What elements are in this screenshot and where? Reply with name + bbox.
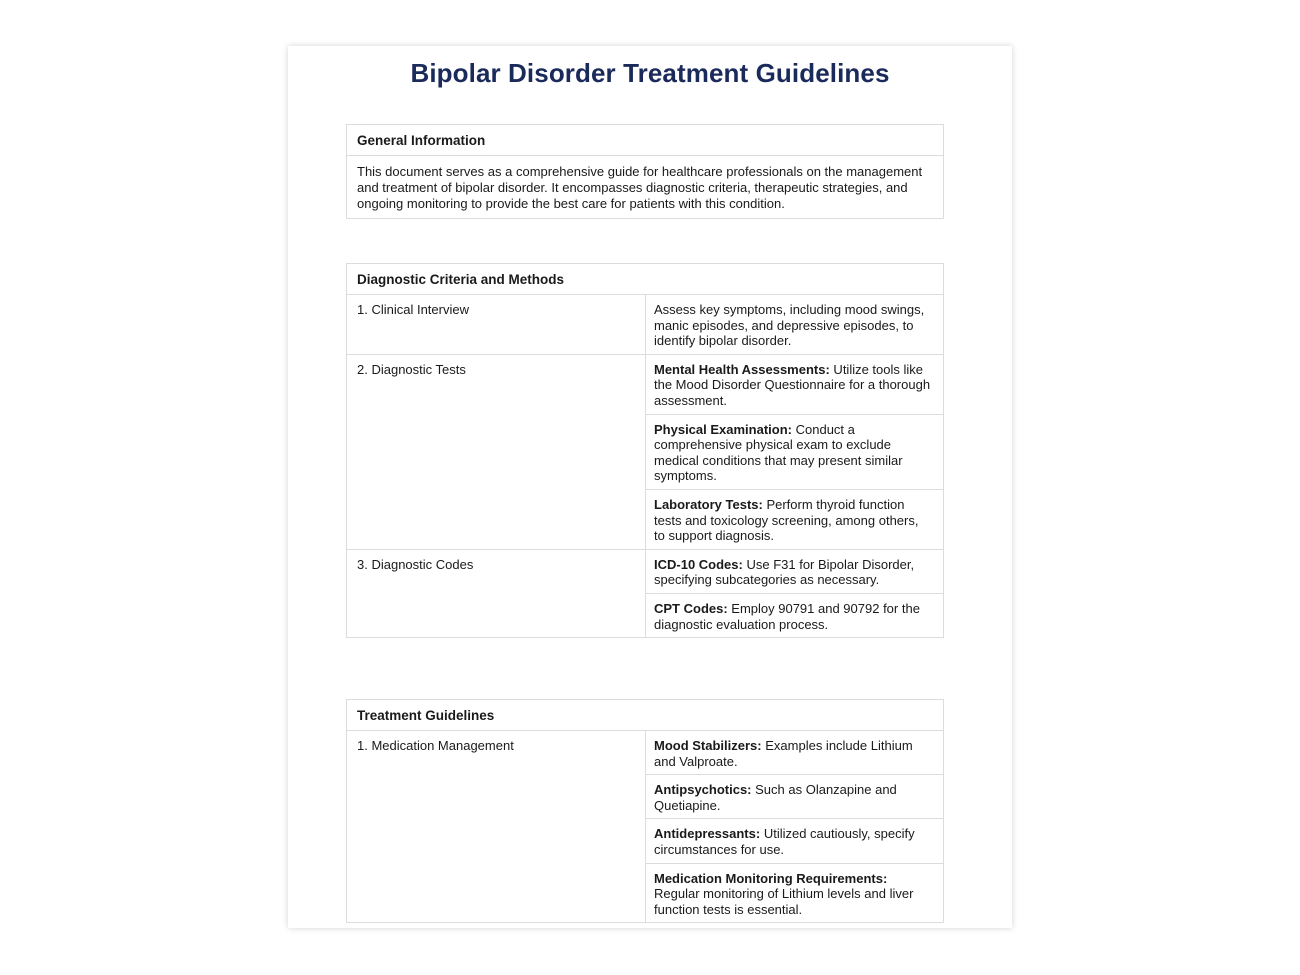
section-header: General Information (347, 125, 943, 156)
table-cell (646, 819, 943, 863)
cell-text: Assess key symptoms, including mood swings, manic episodes, and depressive episodes, to identify bipolar disorder. (654, 302, 925, 349)
cell-text: Examples include Lithium and Valproate. (654, 738, 913, 769)
cell-text: Such as Olanzapine and Quetiapine. (654, 782, 897, 813)
row-label: 1. Medication Management (347, 731, 646, 922)
cell-term: Mood Stabilizers: (654, 738, 762, 753)
cell-text: Utilize tools like the Mood Disorder Questionnaire for a thorough assessment. (654, 361, 931, 408)
cell-text: Regular monitoring of Lithium levels and liver function tests is essential. (654, 886, 914, 917)
table-row (347, 550, 943, 637)
cell-text: Perform thyroid function tests and toxicology screening, among others, to support diagnosis. (654, 496, 919, 544)
cell-term: Medication Monitoring Requirements: (654, 870, 888, 886)
table-cell (646, 550, 943, 594)
diagnostic-section (346, 263, 944, 638)
cell-term: Antipsychotics: (654, 782, 752, 798)
table-cell (646, 864, 943, 923)
document-page (288, 46, 1012, 928)
cell-text: Employ 90791 and 90792 for the diagnostic evaluation process. (654, 600, 920, 632)
table-cell (646, 731, 943, 775)
cell-text: Use F31 for Bipolar Disorder, specifying subcategories as necessary. (654, 556, 915, 588)
table-cell (646, 490, 943, 549)
cell-term: Mental Health Assessments: (654, 361, 830, 377)
row-label: 1. Clinical Interview (347, 295, 646, 354)
cell-term: Antidepressants: (654, 826, 761, 842)
table-cell (646, 594, 943, 637)
document-title: Bipolar Disorder Treatment Guidelines (410, 58, 890, 88)
treatment-section (346, 699, 944, 923)
section-header: Treatment Guidelines (347, 700, 943, 731)
row-label: 3. Diagnostic Codes (347, 550, 646, 637)
row-label: 2. Diagnostic Tests (347, 355, 646, 549)
cell-term: CPT Codes: (654, 600, 728, 616)
table-row (347, 731, 943, 922)
table-cell (646, 295, 943, 354)
cell-term: ICD-10 Codes: (654, 556, 743, 572)
cell-text: Conduct a comprehensive physical exam to exclude medical conditions that may present similar symptoms. (654, 421, 903, 484)
general-information-section (346, 124, 944, 219)
table-cell (646, 775, 943, 819)
table-cell (646, 415, 943, 490)
table-cell (646, 355, 943, 415)
table-row (347, 355, 943, 550)
cell-text: Utilized cautiously, specify circumstances for use. (654, 826, 915, 857)
cell-term: Laboratory Tests: (654, 496, 763, 512)
section-header: Diagnostic Criteria and Methods (347, 264, 943, 295)
table-row (347, 295, 943, 355)
cell-term: Physical Examination: (654, 421, 792, 437)
general-information-text: This document serves as a comprehensive guide for healthcare professionals on the management and treatment of bipolar disorder. It encompasses diagnostic criteria, therapeutic strategies, and ongoing monitoring to provide the best care for patients with this condition. (357, 164, 923, 211)
